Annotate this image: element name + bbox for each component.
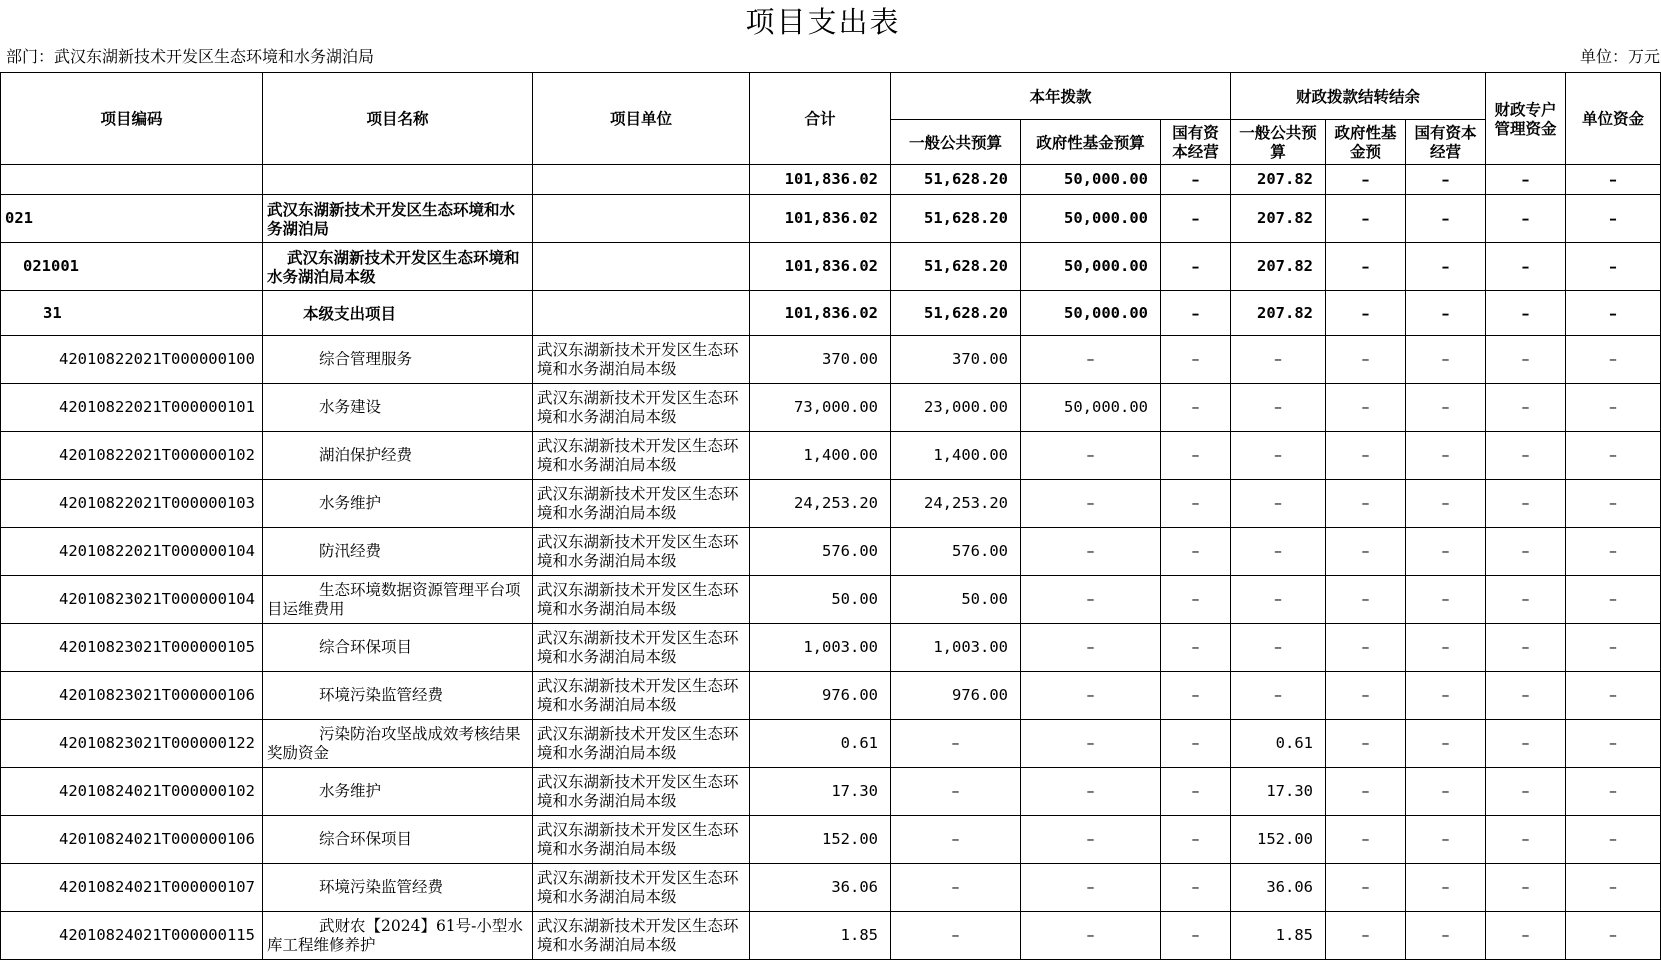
cell-amount: –: [1021, 912, 1161, 960]
cell-project-org: 武汉东湖新技术开发区生态环境和水务湖泊局本级: [533, 480, 750, 528]
cell-amount: –: [1326, 195, 1406, 243]
cell-amount: –: [1021, 816, 1161, 864]
cell-project-name: 生态环境数据资源管理平台项目运维费用: [263, 576, 533, 624]
cell-project-name: [263, 165, 533, 195]
cell-amount: –: [1566, 291, 1661, 336]
cell-project-name: 综合环保项目: [263, 624, 533, 672]
cell-project-code: 42010823021T000000106: [1, 672, 263, 720]
cell-project-code: 42010823021T000000104: [1, 576, 263, 624]
cell-project-code: [1, 165, 263, 195]
cell-amount: –: [1566, 384, 1661, 432]
cell-amount: –: [1406, 624, 1486, 672]
cell-amount: –: [1406, 195, 1486, 243]
header-code: 项目编码: [1, 73, 263, 165]
cell-amount: –: [1021, 528, 1161, 576]
cell-amount: –: [1326, 672, 1406, 720]
header-car-general: 一般公共预算: [1231, 120, 1326, 165]
cell-amount: –: [1406, 720, 1486, 768]
cell-amount: 1,003.00: [891, 624, 1021, 672]
cell-amount: –: [1231, 672, 1326, 720]
cell-project-name: 综合环保项目: [263, 816, 533, 864]
cell-amount: –: [1566, 624, 1661, 672]
cell-amount: 101,836.02: [750, 291, 891, 336]
cell-project-name: 环境污染监管经费: [263, 864, 533, 912]
cell-amount: –: [1486, 195, 1566, 243]
cell-amount: 1,003.00: [750, 624, 891, 672]
cell-amount: 0.61: [750, 720, 891, 768]
cell-amount: –: [891, 768, 1021, 816]
cell-amount: –: [1566, 336, 1661, 384]
table-row: [1, 624, 1661, 672]
cell-amount: –: [1326, 243, 1406, 291]
header-cur-general: 一般公共预算: [891, 120, 1021, 165]
table-row: [1, 243, 1661, 291]
table-row: [1, 432, 1661, 480]
cell-amount: 50,000.00: [1021, 243, 1161, 291]
cell-project-code: 42010824021T000000106: [1, 816, 263, 864]
table-row: [1, 195, 1661, 243]
cell-amount: –: [1566, 864, 1661, 912]
cell-amount: 50,000.00: [1021, 384, 1161, 432]
cell-amount: 576.00: [891, 528, 1021, 576]
cell-amount: –: [1161, 432, 1231, 480]
cell-amount: 101,836.02: [750, 243, 891, 291]
cell-amount: 0.61: [1231, 720, 1326, 768]
cell-project-code: 42010822021T000000102: [1, 432, 263, 480]
cell-project-name: 环境污染监管经费: [263, 672, 533, 720]
cell-amount: –: [1406, 432, 1486, 480]
cell-amount: 24,253.20: [891, 480, 1021, 528]
cell-amount: –: [1486, 165, 1566, 195]
cell-amount: –: [1326, 864, 1406, 912]
cell-project-org: [533, 243, 750, 291]
cell-amount: –: [1161, 384, 1231, 432]
cell-amount: –: [1326, 432, 1406, 480]
cell-amount: –: [1406, 336, 1486, 384]
header-special-account: 财政专户管理资金: [1486, 73, 1566, 165]
cell-amount: –: [1486, 720, 1566, 768]
cell-amount: –: [1161, 243, 1231, 291]
cell-amount: 152.00: [750, 816, 891, 864]
cell-amount: –: [1486, 243, 1566, 291]
cell-project-org: [533, 291, 750, 336]
cell-amount: 101,836.02: [750, 195, 891, 243]
cell-project-org: 武汉东湖新技术开发区生态环境和水务湖泊局本级: [533, 768, 750, 816]
table-row: [1, 816, 1661, 864]
cell-project-code: 42010822021T000000103: [1, 480, 263, 528]
cell-amount: –: [1486, 912, 1566, 960]
cell-amount: 207.82: [1231, 291, 1326, 336]
cell-amount: –: [1566, 243, 1661, 291]
table-row: [1, 720, 1661, 768]
cell-amount: –: [1161, 480, 1231, 528]
cell-amount: 576.00: [750, 528, 891, 576]
department-label: 部门：武汉东湖新技术开发区生态环境和水务湖泊局: [6, 47, 375, 66]
table-row: [1, 672, 1661, 720]
cell-project-org: 武汉东湖新技术开发区生态环境和水务湖泊局本级: [533, 528, 750, 576]
cell-amount: –: [1021, 864, 1161, 912]
cell-amount: –: [1326, 720, 1406, 768]
table-row: [1, 528, 1661, 576]
cell-amount: 51,628.20: [891, 243, 1021, 291]
cell-project-name: 武汉东湖新技术开发区生态环境和水务湖泊局: [263, 195, 533, 243]
cell-project-code: 42010824021T000000107: [1, 864, 263, 912]
cell-amount: –: [1231, 576, 1326, 624]
header-car-gov: 政府性基金预: [1326, 120, 1406, 165]
cell-project-name: 水务维护: [263, 768, 533, 816]
cell-amount: –: [1161, 336, 1231, 384]
cell-amount: –: [1161, 624, 1231, 672]
cell-amount: –: [1161, 291, 1231, 336]
table-row: [1, 768, 1661, 816]
cell-project-code: 31: [1, 291, 263, 336]
cell-amount: 1,400.00: [750, 432, 891, 480]
cell-project-code: 42010822021T000000100: [1, 336, 263, 384]
cell-amount: –: [891, 816, 1021, 864]
cell-amount: –: [1231, 480, 1326, 528]
cell-amount: –: [891, 720, 1021, 768]
header-name: 项目名称: [263, 73, 533, 165]
table-row: [1, 165, 1661, 195]
cell-amount: –: [1231, 624, 1326, 672]
cell-amount: 370.00: [750, 336, 891, 384]
cell-project-org: 武汉东湖新技术开发区生态环境和水务湖泊局本级: [533, 864, 750, 912]
cell-amount: 1.85: [1231, 912, 1326, 960]
cell-amount: –: [1406, 165, 1486, 195]
cell-amount: –: [1326, 480, 1406, 528]
cell-project-code: 42010823021T000000105: [1, 624, 263, 672]
cell-amount: –: [1566, 432, 1661, 480]
cell-amount: –: [1326, 384, 1406, 432]
header-total: 合计: [750, 73, 891, 165]
cell-amount: –: [1161, 864, 1231, 912]
cell-amount: 50,000.00: [1021, 165, 1161, 195]
cell-amount: –: [1406, 384, 1486, 432]
cell-amount: –: [1326, 624, 1406, 672]
cell-amount: –: [1161, 672, 1231, 720]
cell-amount: –: [1231, 432, 1326, 480]
unit-label: 单位：万元: [1579, 47, 1660, 66]
table-row: [1, 336, 1661, 384]
cell-amount: –: [1021, 768, 1161, 816]
cell-amount: –: [1326, 912, 1406, 960]
cell-amount: –: [1566, 672, 1661, 720]
cell-amount: –: [1231, 336, 1326, 384]
cell-amount: –: [1161, 912, 1231, 960]
cell-amount: –: [1161, 720, 1231, 768]
cell-project-name: 湖泊保护经费: [263, 432, 533, 480]
cell-amount: 50.00: [891, 576, 1021, 624]
cell-amount: 36.06: [750, 864, 891, 912]
cell-project-name: 防汛经费: [263, 528, 533, 576]
cell-amount: –: [1161, 576, 1231, 624]
cell-project-org: 武汉东湖新技术开发区生态环境和水务湖泊局本级: [533, 336, 750, 384]
cell-amount: 51,628.20: [891, 165, 1021, 195]
cell-amount: –: [1406, 576, 1486, 624]
cell-project-code: 42010824021T000000102: [1, 768, 263, 816]
header-row-1: [1, 73, 1661, 120]
table-row: [1, 576, 1661, 624]
cell-amount: –: [1406, 816, 1486, 864]
cell-project-code: 42010824021T000000115: [1, 912, 263, 960]
cell-amount: –: [1566, 816, 1661, 864]
cell-amount: –: [1406, 528, 1486, 576]
cell-project-name: 水务维护: [263, 480, 533, 528]
cell-amount: –: [1486, 672, 1566, 720]
table-row: [1, 384, 1661, 432]
cell-amount: –: [1406, 768, 1486, 816]
cell-amount: –: [891, 912, 1021, 960]
cell-amount: –: [1566, 528, 1661, 576]
cell-amount: 152.00: [1231, 816, 1326, 864]
cell-amount: –: [1161, 816, 1231, 864]
cell-amount: –: [1326, 528, 1406, 576]
cell-amount: –: [1566, 912, 1661, 960]
cell-project-code: 021001: [1, 243, 263, 291]
cell-project-org: 武汉东湖新技术开发区生态环境和水务湖泊局本级: [533, 624, 750, 672]
cell-project-org: 武汉东湖新技术开发区生态环境和水务湖泊局本级: [533, 816, 750, 864]
cell-amount: –: [1406, 912, 1486, 960]
cell-amount: 51,628.20: [891, 291, 1021, 336]
cell-amount: 976.00: [891, 672, 1021, 720]
cell-project-org: 武汉东湖新技术开发区生态环境和水务湖泊局本级: [533, 432, 750, 480]
cell-amount: 976.00: [750, 672, 891, 720]
page-title: 项目支出表: [745, 5, 901, 39]
cell-amount: 24,253.20: [750, 480, 891, 528]
cell-project-org: 武汉东湖新技术开发区生态环境和水务湖泊局本级: [533, 384, 750, 432]
cell-project-org: 武汉东湖新技术开发区生态环境和水务湖泊局本级: [533, 576, 750, 624]
cell-amount: 1,400.00: [891, 432, 1021, 480]
cell-amount: –: [1566, 720, 1661, 768]
cell-amount: –: [1326, 576, 1406, 624]
cell-amount: –: [1406, 291, 1486, 336]
cell-amount: –: [1231, 384, 1326, 432]
cell-amount: 370.00: [891, 336, 1021, 384]
cell-amount: 207.82: [1231, 165, 1326, 195]
cell-amount: –: [1406, 864, 1486, 912]
cell-amount: –: [1486, 384, 1566, 432]
cell-amount: –: [1566, 768, 1661, 816]
cell-amount: –: [1161, 768, 1231, 816]
header-car-state: 国有资本经营: [1406, 120, 1486, 165]
cell-amount: 101,836.02: [750, 165, 891, 195]
cell-amount: 36.06: [1231, 864, 1326, 912]
project-expenditure-table: [0, 72, 1661, 960]
cell-amount: –: [1021, 576, 1161, 624]
cell-project-name: 污染防治攻坚战成效考核结果奖励资金: [263, 720, 533, 768]
cell-amount: 23,000.00: [891, 384, 1021, 432]
table-row: [1, 864, 1661, 912]
cell-project-code: 42010822021T000000104: [1, 528, 263, 576]
cell-project-code: 42010822021T000000101: [1, 384, 263, 432]
cell-amount: –: [1406, 243, 1486, 291]
cell-amount: –: [1486, 432, 1566, 480]
header-carryover: 财政拨款结转结余: [1231, 73, 1486, 120]
cell-amount: –: [1161, 528, 1231, 576]
cell-amount: –: [1326, 336, 1406, 384]
cell-amount: –: [1161, 165, 1231, 195]
cell-amount: –: [1486, 624, 1566, 672]
cell-amount: –: [1326, 165, 1406, 195]
cell-amount: –: [1486, 576, 1566, 624]
cell-amount: –: [1486, 864, 1566, 912]
cell-project-name: 本级支出项目: [263, 291, 533, 336]
cell-amount: –: [1486, 528, 1566, 576]
cell-amount: –: [1231, 528, 1326, 576]
cell-amount: 73,000.00: [750, 384, 891, 432]
cell-amount: –: [1566, 576, 1661, 624]
cell-amount: –: [1566, 480, 1661, 528]
cell-amount: 50.00: [750, 576, 891, 624]
cell-project-code: 021: [1, 195, 263, 243]
cell-amount: –: [1326, 291, 1406, 336]
cell-project-name: 武汉东湖新技术开发区生态环境和水务湖泊局本级: [263, 243, 533, 291]
header-cur-state: 国有资本经营: [1161, 120, 1231, 165]
cell-amount: –: [1486, 336, 1566, 384]
cell-project-org: 武汉东湖新技术开发区生态环境和水务湖泊局本级: [533, 912, 750, 960]
cell-amount: –: [1486, 291, 1566, 336]
cell-amount: –: [1021, 432, 1161, 480]
cell-amount: 50,000.00: [1021, 195, 1161, 243]
cell-amount: 1.85: [750, 912, 891, 960]
cell-project-org: [533, 195, 750, 243]
header-org: 项目单位: [533, 73, 750, 165]
cell-amount: 17.30: [750, 768, 891, 816]
cell-amount: –: [1486, 768, 1566, 816]
cell-amount: 207.82: [1231, 243, 1326, 291]
cell-project-code: 42010823021T000000122: [1, 720, 263, 768]
cell-amount: –: [1326, 768, 1406, 816]
cell-amount: 207.82: [1231, 195, 1326, 243]
cell-project-name: 综合管理服务: [263, 336, 533, 384]
cell-project-org: 武汉东湖新技术开发区生态环境和水务湖泊局本级: [533, 672, 750, 720]
table-row: [1, 480, 1661, 528]
cell-amount: –: [1566, 165, 1661, 195]
cell-project-org: [533, 165, 750, 195]
cell-amount: –: [1326, 816, 1406, 864]
cell-project-name: 水务建设: [263, 384, 533, 432]
cell-amount: –: [891, 864, 1021, 912]
table-row: [1, 291, 1661, 336]
header-unit-fund: 单位资金: [1566, 73, 1661, 165]
table-row: [1, 912, 1661, 960]
cell-amount: –: [1021, 672, 1161, 720]
cell-amount: 51,628.20: [891, 195, 1021, 243]
cell-amount: –: [1486, 480, 1566, 528]
cell-amount: –: [1021, 624, 1161, 672]
cell-amount: –: [1021, 336, 1161, 384]
cell-amount: –: [1406, 480, 1486, 528]
header-current-year: 本年拨款: [891, 73, 1231, 120]
cell-amount: –: [1161, 195, 1231, 243]
cell-amount: –: [1486, 816, 1566, 864]
cell-amount: 50,000.00: [1021, 291, 1161, 336]
cell-amount: –: [1021, 480, 1161, 528]
cell-project-org: 武汉东湖新技术开发区生态环境和水务湖泊局本级: [533, 720, 750, 768]
cell-project-name: 武财农【2024】61号-小型水库工程维修养护: [263, 912, 533, 960]
header-cur-gov: 政府性基金预算: [1021, 120, 1161, 165]
cell-amount: 17.30: [1231, 768, 1326, 816]
cell-amount: –: [1021, 720, 1161, 768]
cell-amount: –: [1566, 195, 1661, 243]
cell-amount: –: [1406, 672, 1486, 720]
